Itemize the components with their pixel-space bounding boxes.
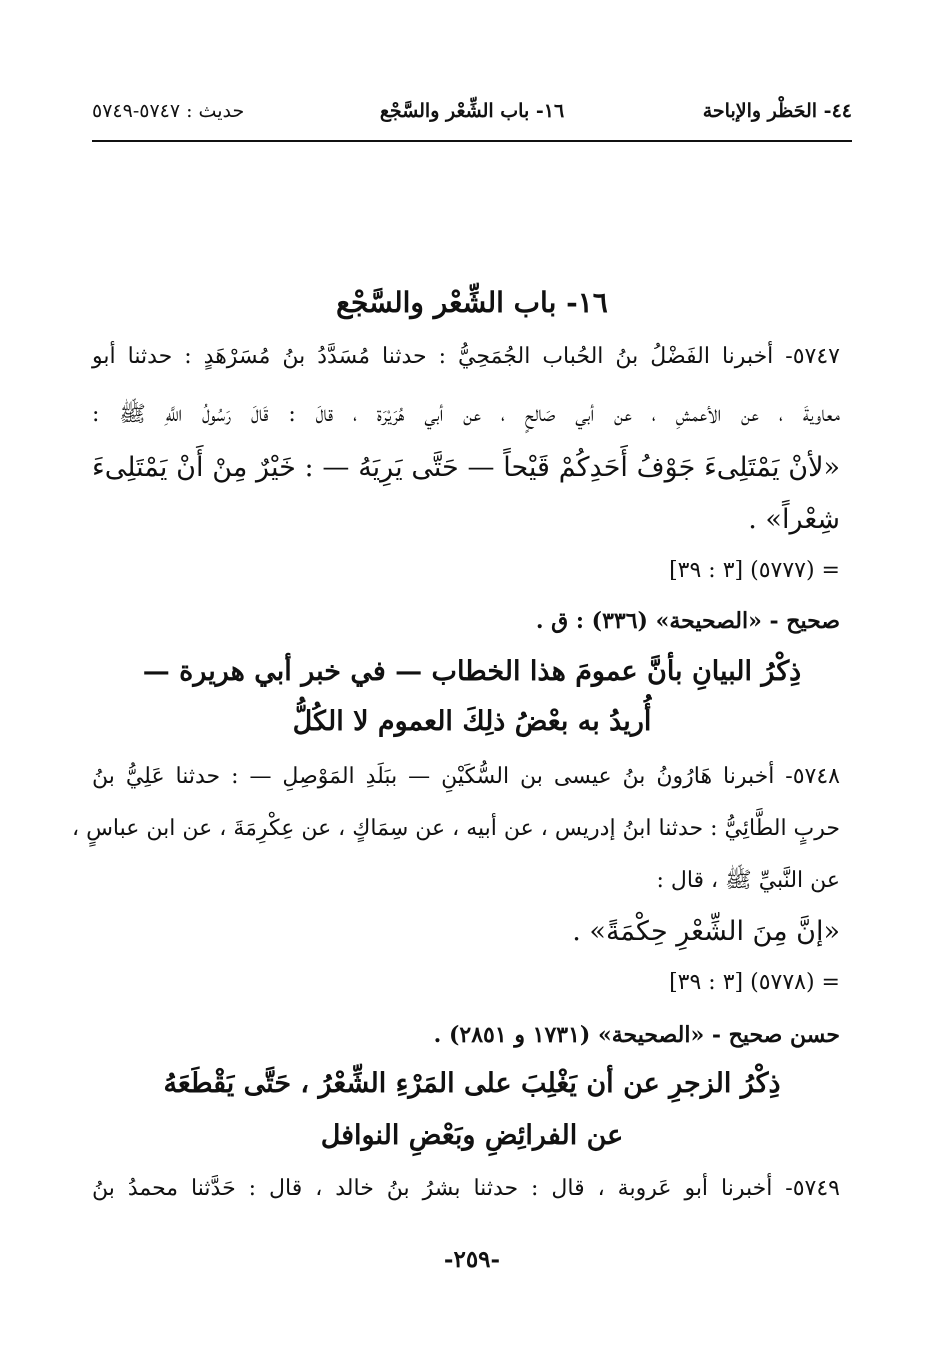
hadith-5747-isnad-line-2: معاويةَ ، عن الأعمشِ ، عن أبي صَالحٍ ، عن أبي هُرَيْرَة ، قالَ : قَالَ رَسُولُ اللَّهِ ﷺ :: [92, 402, 840, 427]
section-heading-2-line-2: عن الفرائِضِ وبَعْضِ النوافل: [320, 1120, 624, 1151]
hadith-5748-grade: حسن صحيح - «الصحيحة» (١٧٣١ و ٢٨٥١) .: [433, 1022, 840, 1048]
header-rule: [92, 140, 852, 142]
hadith-5748-isnad-line-1: ٥٧٤٨- أخبرنا هَارُونُ بنُ عيسى بن السُّكَيْنِ — ببَلَدِ المَوْصِلِ — : حدثنا عَلِيُّ بنُ: [92, 764, 840, 789]
page-number: -٢٥٩-: [443, 1246, 501, 1273]
header-hadith-range: حديث : ٥٧٤٧-٥٧٤٩: [92, 100, 245, 122]
chapter-title: ١٦- باب الشِّعْر والسَّجْع: [336, 286, 608, 319]
hadith-5748-isnad-line-2: حربٍ الطَّائِيُّ : حدثنا ابنُ إدريس ، عن أبيه ، عن سِمَاكٍ ، عن عِكْرِمَةَ ، عن ابن عباسٍ ،: [71, 816, 840, 841]
header-chapter-title: ١٦- باب الشِّعْر والسَّجْع: [379, 100, 565, 122]
hadith-5747-grade: صحيح - «الصحيحة» (٣٣٦) : ق .: [535, 608, 840, 634]
hadith-5748-reference: = (٥٧٧٨) [٣ : ٣٩]: [669, 970, 840, 995]
page-header: [92, 100, 852, 136]
hadith-5748-isnad-line-3: عن النَّبيِّ ﷺ ، قال :: [656, 868, 840, 893]
hadith-5749-isnad-line-1: ٥٧٤٩- أخبرنا أبو عَروبة ، قال : حدثنا بشرُ بنُ خالد ، قال : حَدَّثنا محمدُ بنُ: [92, 1176, 840, 1201]
header-book-title: ٤٤- الحَظْر والإباحة: [702, 100, 852, 122]
section-heading-1-line-1: ذِكْرُ البيانِ بأنَّ عمومَ هذا الخطاب — في خبر أبي هريرة —: [142, 656, 802, 687]
hadith-5748-matn: «إنَّ مِنَ الشِّعْرِ حِكْمَةً» .: [572, 916, 840, 947]
hadith-5747-reference: = (٥٧٧٧) [٣ : ٣٩]: [669, 558, 840, 583]
section-heading-1-line-2: أُريدُ به بعْضُ ذلِكَ العموم لا الكُلُّ: [292, 706, 652, 737]
hadith-5747-matn-line-2: شِعْراً» .: [748, 504, 840, 535]
hadith-5747-isnad-line-1: ٥٧٤٧- أخبرنا الفَضْلُ بنُ الحُباب الجُمَحِيُّ : حدثنا مُسَدَّدُ بنُ مُسَرْهَدٍ : حدثنا أبو: [92, 344, 840, 369]
section-heading-2-line-1: ذِكْرُ الزجرِ عن أن يَغْلِبَ على المَرْءِ الشِّعْرُ ، حَتَّى يَقْطَعَهُ: [163, 1068, 781, 1099]
hadith-5747-matn-line-1: «لأنْ يَمْتَلِىءَ جَوْفُ أَحَدِكُمْ قَيْحاً — حَتَّى يَرِيَهُ — : خَيْرٌ مِنْ أَنْ يَمْتَلِىءَ: [92, 452, 840, 483]
